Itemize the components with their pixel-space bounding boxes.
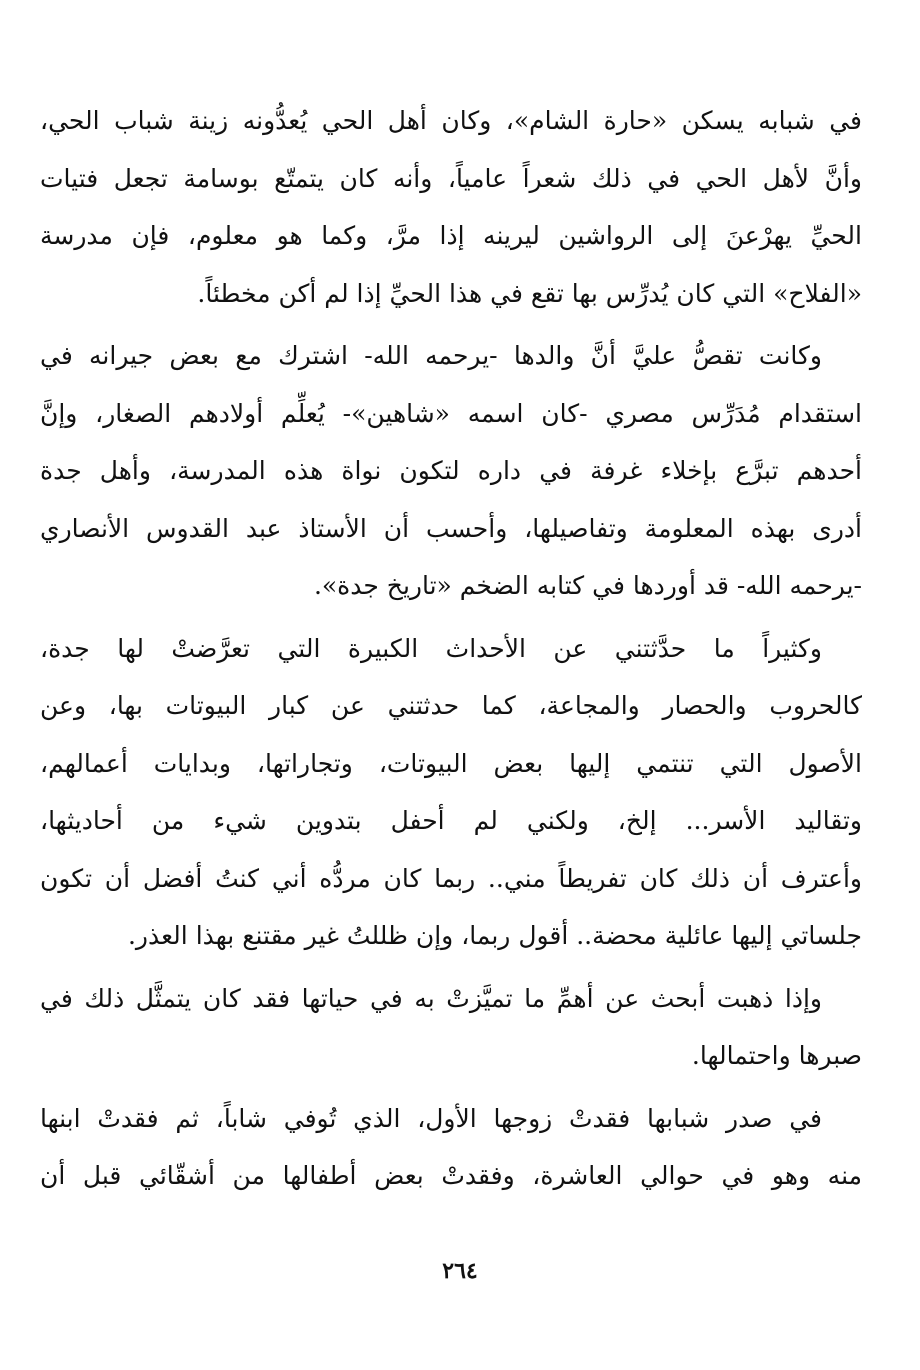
text-line: أحدهم تبرَّع بإخلاء غرفة في داره لتكون نواة هذه المدرسة، وأهل جدة [40, 456, 862, 485]
paragraph [40, 92, 862, 322]
text-line: منه وهو في حوالي العاشرة، وفقدتْ بعض أطفالها من أشقّائي قبل أن [40, 1161, 862, 1190]
text-line: كالحروب والحصار والمجاعة، كما حدثتني عن كبار البيوتات بها، وعن [40, 691, 862, 720]
text-line: وأعترف أن ذلك كان تفريطاً مني.. ربما كان مردُّه أني كنتُ أفضل أن تكون [40, 863, 862, 893]
text-line: -يرحمه الله- قد أوردها في كتابه الضخم «تاريخ جدة». [313, 571, 862, 600]
paragraph [40, 1090, 862, 1205]
text-line: الأصول التي تنتمي إليها بعض البيوتات، وتجاراتها، وبدايات أعمالهم، [40, 748, 862, 778]
page-number: ٢٦٤ [442, 1258, 478, 1284]
paragraph [40, 620, 862, 965]
text-line: «الفلاح» التي كان يُدرِّس بها تقع في هذا الحيِّ إذا لم أكن مخطئاً. [197, 278, 862, 308]
text-line: وأنَّ لأهل الحي في ذلك شعراً عامياً، وأنه كان يتمتّع بوسامة تجعل فتيات [40, 163, 862, 193]
text-line: صبرها واحتمالها. [691, 1041, 862, 1070]
text-line: وكانت تقصُّ عليَّ أنَّ والدها -يرحمه الله- اشترك مع بعض جيرانه في [40, 341, 822, 370]
paragraph [40, 327, 862, 615]
text-line: في صدر شبابها فقدتْ زوجها الأول، الذي تُوفي شاباً، ثم فقدتْ ابنها [40, 1103, 822, 1133]
text-line: وتقاليد الأسر... إلخ، ولكني لم أحفل بتدوين شيء من أحاديثها، [40, 806, 862, 835]
text-line: استقدام مُدَرِّس مصري -كان اسمه «شاهين»- يُعلِّم أولادهم الصغار، وإنَّ [40, 398, 862, 428]
text-line: وإذا ذهبت أبحث عن أهمِّ ما تميَّزتْ به في حياتها فقد كان يتمثَّل ذلك في [40, 983, 822, 1013]
text-line: وكثيراً ما حدَّثتني عن الأحداث الكبيرة التي تعرَّضتْ لها جدة، [40, 633, 822, 663]
paragraph [40, 970, 862, 1085]
text-line: الحيِّ يهرْعنَ إلى الرواشين ليرينه إذا مرَّ، وكما هو معلوم، فإن مدرسة [40, 221, 862, 250]
text-line: أدرى بهذه المعلومة وتفاصيلها، وأحسب أن الأستاذ عبد القدوس الأنصاري [40, 513, 862, 543]
text-line: جلساتي إليها عائلية محضة.. أقول ربما، وإن ظللتُ غير مقتنع بهذا العذر. [127, 921, 862, 950]
page-text [40, 92, 862, 1205]
text-line: في شبابه يسكن «حارة الشام»، وكان أهل الحي يُعدُّونه زينة شباب الحي، [40, 106, 862, 135]
